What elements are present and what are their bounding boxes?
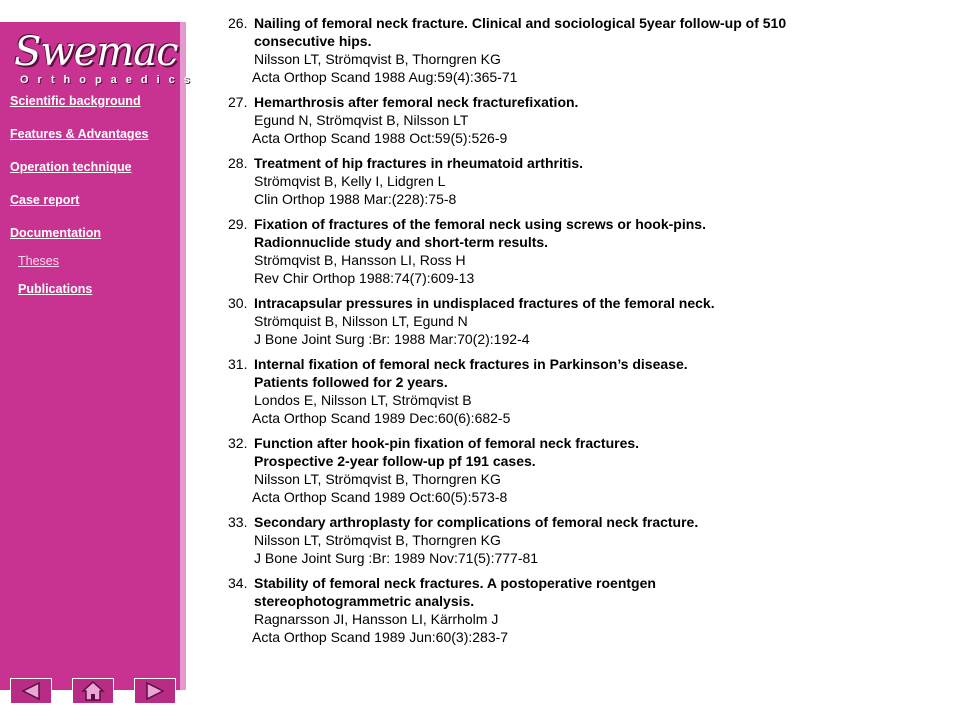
publication-authors: Strömquist B, Nilsson LT, Egund N (254, 313, 468, 329)
publication-authors: Nilsson LT, Strömqvist B, Thorngren KG (254, 51, 501, 67)
publication-authors: Nilsson LT, Strömqvist B, Thorngren KG (254, 471, 501, 487)
publication-title-line (228, 355, 928, 391)
publication-journal: Acta Orthop Scand 1989 Dec:60(6):682-5 (252, 410, 511, 426)
publication-title: Radionnuclide study and short-term results. (254, 234, 549, 250)
publication-number: 27. (228, 94, 248, 110)
publication-journal: Clin Orthop 1988 Mar:(228):75-8 (254, 191, 457, 207)
nav-case-report[interactable]: Case report (10, 193, 80, 207)
nav-features-advantages[interactable]: Features & Advantages (10, 127, 149, 141)
publication-title: Internal fixation of femoral neck fractures in Parkinson’s disease. (254, 356, 688, 372)
publication-journal: Acta Orthop Scand 1989 Jun:60(3):283-7 (252, 629, 509, 645)
nav-buttons (10, 678, 176, 706)
next-icon (143, 681, 167, 701)
logo-main-text: Swemac (14, 29, 178, 75)
publication-number: 28. (228, 155, 248, 171)
publication-number: 26. (228, 15, 248, 31)
publication-entry (228, 14, 928, 86)
publication-authors: Nilsson LT, Strömqvist B, Thorngren KG (254, 532, 501, 548)
publication-title: Function after hook-pin fixation of femoral neck fractures. (254, 435, 640, 451)
publication-title-line (228, 93, 928, 111)
publication-title: Stability of femoral neck fractures. A postoperative roentgen (254, 575, 656, 591)
nav-menu (10, 94, 148, 310)
publication-journal: Rev Chir Orthop 1988:74(7):609-13 (254, 270, 475, 286)
publication-number: 34. (228, 575, 248, 591)
previous-button[interactable] (10, 678, 52, 704)
publication-number: 33. (228, 514, 248, 530)
publication-authors: Ragnarsson JI, Hansson LI, Kärrholm J (254, 611, 499, 627)
publication-entry (228, 434, 928, 506)
previous-icon (19, 681, 43, 701)
logo-sub-text: Orthopaedics (20, 74, 199, 86)
publication-entry (228, 574, 928, 646)
publication-entry (228, 215, 928, 287)
home-button[interactable] (72, 678, 114, 704)
publication-title-line (228, 513, 928, 531)
publication-journal: J Bone Joint Surg :Br: 1988 Mar:70(2):192-4 (254, 331, 530, 347)
publication-title: Secondary arthroplasty for complications of femoral neck fracture. (254, 514, 699, 530)
publication-authors: Londos E, Nilsson LT, Strömqvist B (254, 392, 472, 408)
publication-title: Hemarthrosis after femoral neck fracturefixation. (254, 94, 579, 110)
publication-title: Fixation of fractures of the femoral neck using screws or hook-pins. (254, 216, 706, 232)
publication-title: Treatment of hip fractures in rheumatoid arthritis. (254, 155, 584, 171)
publication-number: 32. (228, 435, 248, 451)
publication-journal: Acta Orthop Scand 1989 Oct:60(5):573-8 (252, 489, 508, 505)
swemac-logo[interactable] (14, 29, 199, 92)
publication-journal: Acta Orthop Scand 1988 Oct:59(5):526-9 (252, 130, 508, 146)
publication-entry (228, 294, 928, 348)
publication-authors: Egund N, Strömqvist B, Nilsson LT (254, 112, 469, 128)
publication-title: stereophotogrammetric analysis. (254, 593, 475, 609)
publication-entry (228, 154, 928, 208)
home-icon (81, 680, 105, 702)
publication-title-line (228, 154, 928, 172)
publication-title: consecutive hips. (254, 33, 372, 49)
publication-journal: Acta Orthop Scand 1988 Aug:59(4):365-71 (252, 69, 518, 85)
publication-title: Patients followed for 2 years. (254, 374, 448, 390)
nav-operation-technique[interactable]: Operation technique (10, 160, 132, 174)
publication-title-line (228, 294, 928, 312)
publication-title: Prospective 2-year follow-up pf 191 cases. (254, 453, 536, 469)
publication-title-line (228, 215, 928, 251)
nav-scientific-background[interactable]: Scientific background (10, 94, 141, 108)
publication-authors: Strömqvist B, Hansson LI, Ross H (254, 252, 466, 268)
publication-number: 31. (228, 356, 248, 372)
publication-list (228, 14, 928, 653)
publication-number: 29. (228, 216, 248, 232)
publication-entry (228, 355, 928, 427)
next-button[interactable] (134, 678, 176, 704)
publication-entry (228, 93, 928, 147)
nav-documentation[interactable]: Documentation (10, 226, 101, 240)
publication-authors: Strömqvist B, Kelly I, Lidgren L (254, 173, 446, 189)
publication-number: 30. (228, 295, 248, 311)
publication-title-line (228, 14, 928, 50)
publication-title: Nailing of femoral neck fracture. Clinical and sociological 5year follow-up of 510 (254, 15, 787, 31)
publication-title: Intracapsular pressures in undisplaced fractures of the femoral neck. (254, 295, 715, 311)
publication-journal: J Bone Joint Surg :Br: 1989 Nov:71(5):777-81 (254, 550, 539, 566)
sidebar (0, 22, 199, 690)
nav-publications[interactable]: Publications (18, 282, 93, 296)
publication-entry (228, 513, 928, 567)
publication-title-line (228, 434, 928, 470)
publication-title-line (228, 574, 928, 610)
nav-theses[interactable]: Theses (18, 254, 59, 268)
